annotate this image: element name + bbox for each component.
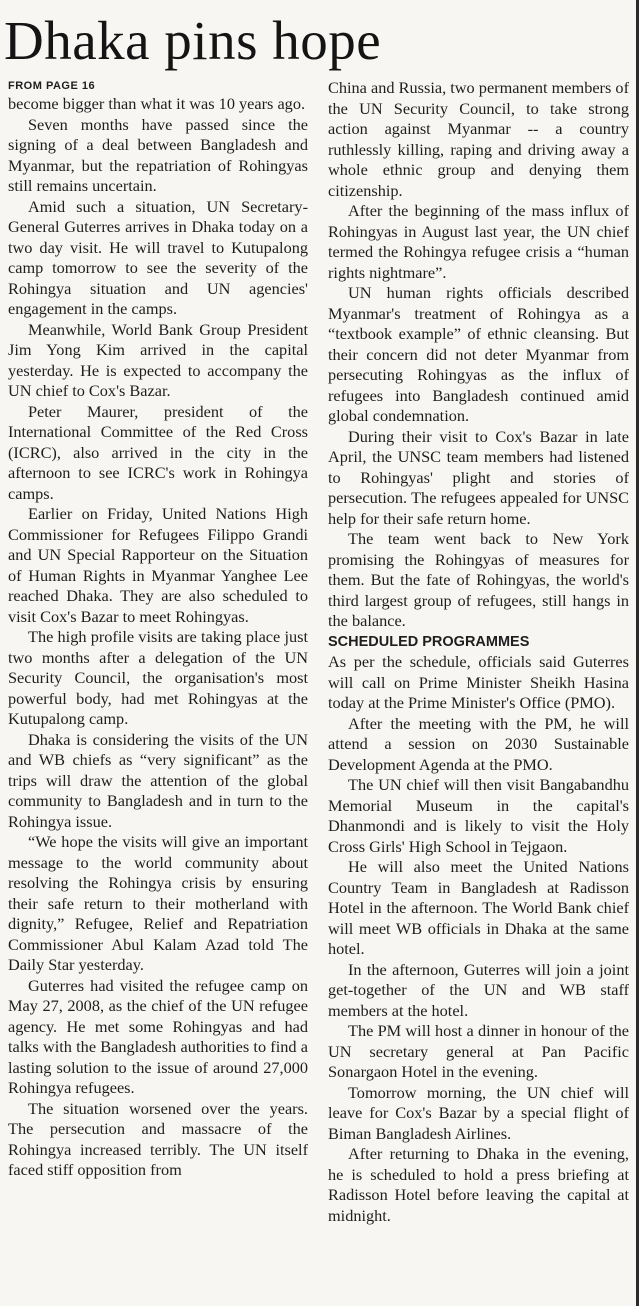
paragraph: Meanwhile, World Bank Group President Jim Yong Kim arrived in the capital yesterday. He is expected to accompany the UN chief to Cox's Bazar. xyxy=(8,319,308,400)
right-column xyxy=(328,78,629,1306)
paragraph: Peter Maurer, president of the International Committee of the Red Cross (ICRC), also arrived in the city in the afternoon to see ICRC's work in Rohingya camps. xyxy=(8,401,308,503)
paragraph: The team went back to New York promising the Rohingyas of measures for them. But the fate of Rohingyas, the world's third largest group of refugees, still hangs in the balance. xyxy=(328,529,629,630)
paragraph: The high profile visits are taking place just two months after a delegation of the UN Security Council, the organisation's most powerful body, had met Rohingyas at the Kutupalong camp. xyxy=(8,627,308,728)
paragraph: China and Russia, two permanent members of the UN Security Council, to take strong action against Myanmar -- a country ruthlessly killing, raping and driving away a whole ethnic group and denying them citizenship. xyxy=(328,78,629,200)
paragraph: “We hope the visits will give an important message to the world community about resolving the Rohingya crisis by ensuring their safe return to their motherland with dignity,” Refugee, Relief and Repatriation Commissioner Abul Kalam Azad told The Daily Star yesterday. xyxy=(8,832,308,974)
paragraph: He will also meet the United Nations Country Team in Bangladesh at Radisson Hotel in the afternoon. The World Bank chief will meet WB officials in Dhaka at the same hotel. xyxy=(328,857,629,958)
paragraph: UN human rights officials described Myanmar's treatment of Rohingya as a “textbook example” of ethnic cleansing. But their concern did not deter Myanmar from persecuting Rohingyas as the influx of refugees into Bangladesh continued amid global condemnation. xyxy=(328,283,629,425)
paragraph: After the meeting with the PM, he will attend a session on 2030 Sustainable Development Agenda at the PMO. xyxy=(328,713,629,774)
paragraph: Seven months have passed since the signing of a deal between Bangladesh and Myanmar, but the repatriation of Rohingyas still remains uncertain. xyxy=(8,114,308,195)
paragraph: Amid such a situation, UN Secretary-General Guterres arrives in Dhaka today on a two day visit. He will travel to Kutupalong camp tomorrow to see the severity of the Rohingya situation and UN agencies' engagement in the camps. xyxy=(8,196,308,318)
headline: Dhaka pins hope xyxy=(4,10,382,71)
paragraph: In the afternoon, Guterres will join a joint get-together of the UN and WB staff members at the hotel. xyxy=(328,959,629,1020)
jump-line: FROM PAGE 16 xyxy=(8,80,96,92)
section-subheading: SCHEDULED PROGRAMMES xyxy=(328,633,530,650)
paragraph: During their visit to Cox's Bazar in late April, the UNSC team members had listened to Rohingyas' plight and stories of persecution. The refugees appealed for UNSC help for their safe return home. xyxy=(328,426,629,528)
paragraph: Tomorrow morning, the UN chief will leave for Cox's Bazar by a special flight of Biman Bangladesh Airlines. xyxy=(328,1082,629,1143)
paragraph: After returning to Dhaka in the evening, he is scheduled to hold a press briefing at Radisson Hotel before leaving the capital at midnight. xyxy=(328,1144,629,1225)
paragraph: Guterres had visited the refugee camp on May 27, 2008, as the chief of the UN refugee agency. He met some Rohingyas and had talks with the Bangladesh authorities to find a lasting solution to the issue of around 27,000 Rohingya refugees. xyxy=(8,975,308,1097)
paragraph: Dhaka is considering the visits of the UN and WB chiefs as “very significant” as the trips will draw the attention of the global community to Bangladesh and in turn to the Rohingya issue. xyxy=(8,729,308,831)
paragraph: After the beginning of the mass influx of Rohingyas in August last year, the UN chief termed the Rohingya refugee crisis a “human rights nightmare”. xyxy=(328,201,629,282)
paragraph: As per the schedule, officials said Guterres will call on Prime Minister Sheikh Hasina today at the Prime Minister's Office (PMO). xyxy=(328,652,629,712)
paragraph: Earlier on Friday, United Nations High Commissioner for Refugees Filippo Grandi and UN Special Rapporteur on the Situation of Human Rights in Myanmar Yanghee Lee reached Dhaka. They are also scheduled to visit Cox's Bazar to meet Rohingyas. xyxy=(8,504,308,626)
paragraph: The PM will host a dinner in honour of the UN secretary general at Pan Pacific Sonargaon Hotel in the evening. xyxy=(328,1021,629,1081)
paragraph: The UN chief will then visit Bangabandhu Memorial Museum in the capital's Dhanmondi and is likely to visit the Holy Cross Girls' High School in Tejgaon. xyxy=(328,775,629,856)
paragraph: The situation worsened over the years. The persecution and massacre of the Rohingya increased terribly. The UN itself faced stiff opposition from xyxy=(8,1098,308,1179)
left-column xyxy=(8,78,308,1306)
paragraph: become bigger than what it was 10 years ago. xyxy=(8,94,306,113)
